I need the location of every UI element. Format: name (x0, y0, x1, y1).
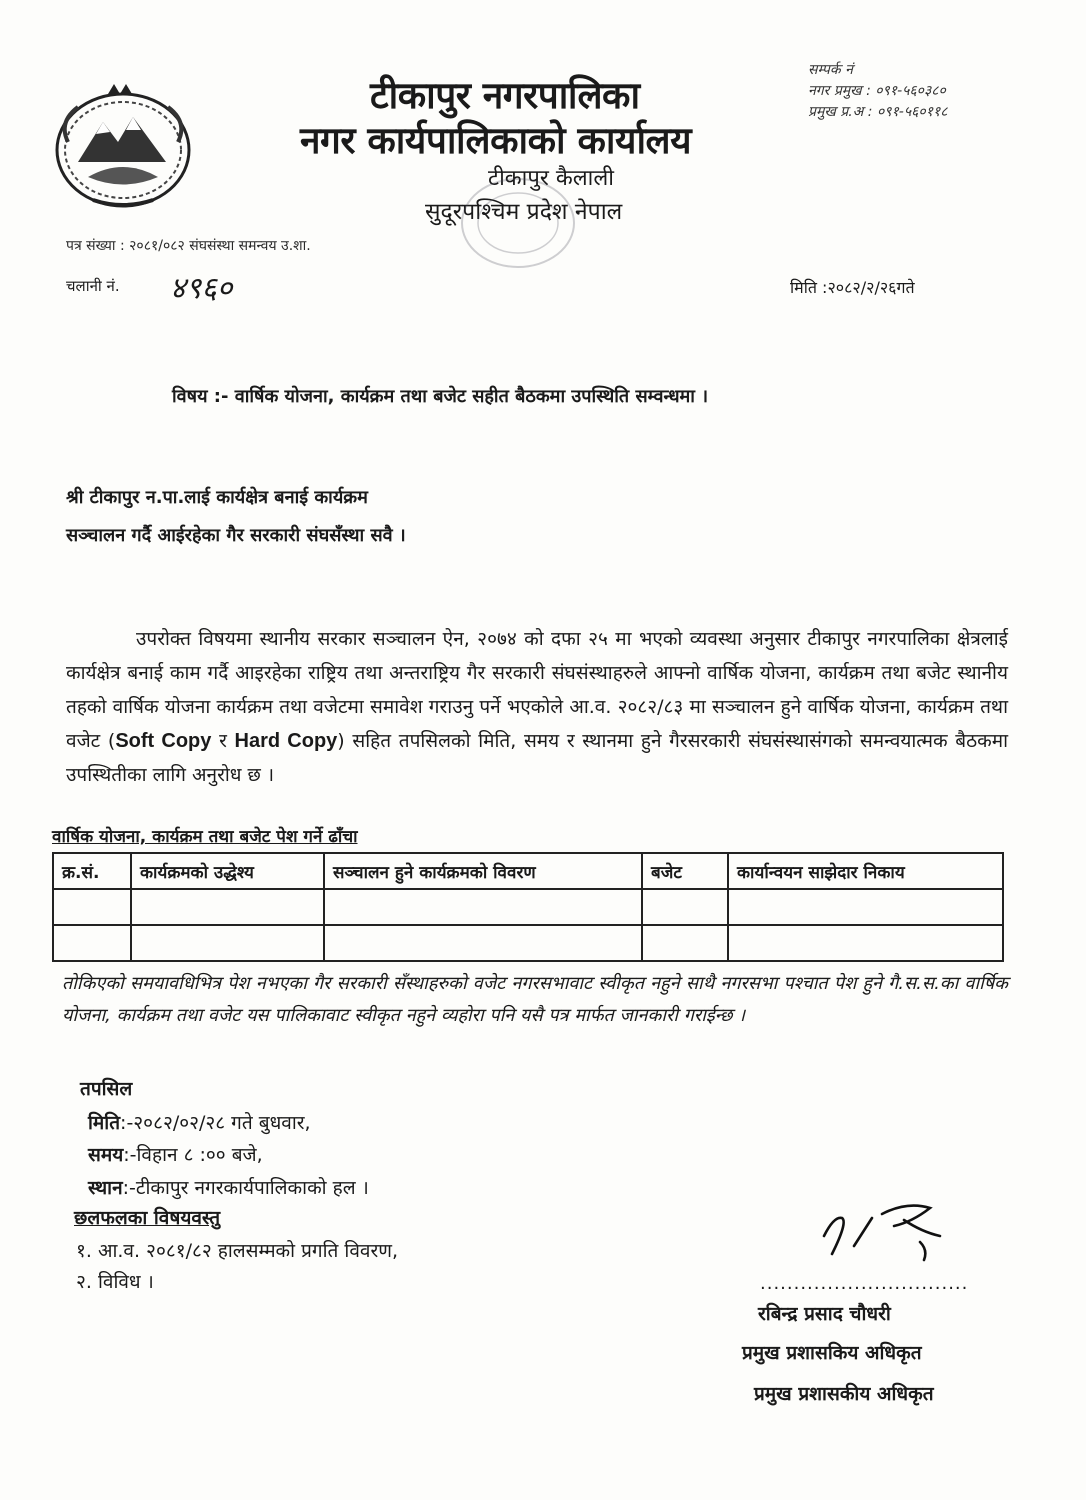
signatory-name: रबिन्द्र प्रसाद चौधरी (758, 1303, 891, 1325)
contact-label: सम्पर्क नं (808, 62, 853, 78)
office-name: नगर कार्यपालिकाको कार्यालय (300, 119, 692, 162)
table-cell (131, 925, 324, 961)
meeting-place (88, 1174, 369, 1200)
dispatch-number: ४९६० (170, 271, 233, 306)
table-row (53, 889, 1003, 925)
agenda-title: छलफलका विषयवस्तु (74, 1207, 221, 1229)
handwritten-signature (812, 1196, 962, 1266)
meeting-time-label: समय (88, 1144, 124, 1166)
table-cell (642, 925, 728, 961)
addressee-line-1: श्री टीकापुर न.पा.लाई कार्यक्षेत्र बनाई कार्यक्रम (66, 487, 368, 508)
body-ra: र (211, 730, 235, 752)
addressee-line-2: सञ्चालन गर्दै आईरहेका गैर सरकारी संघसँस्था सवै । (66, 525, 406, 546)
meeting-date (88, 1109, 311, 1135)
letter-subject: विषय :- वार्षिक योजना, कार्यक्रम तथा बजेट सहीत बैठकमा उपस्थिति सम्वन्धमा । (172, 386, 709, 407)
meeting-time-value: :-विहान ८ :०० बजे, (123, 1144, 263, 1166)
table-cell (53, 889, 131, 925)
nepal-emblem-logo (48, 82, 198, 212)
details-title: तपसिल (80, 1078, 133, 1100)
col-partner: कार्यान्वयन साझेदार निकाय (728, 853, 1003, 889)
letter-reference-number: पत्र संख्या : २०८१/०८२ संघसंस्था समन्वय उ.शा. (66, 238, 311, 254)
deadline-note: तोकिएको समयावधिभित्र पेश नभएका गैर सरकारी सँस्थाहरुको वजेट नगरसभावाट स्वीकृत नहुने साथै नगरसभा पश्चात पेश हुने गै.स.स.का वार्षिक योजना, कार्यक्रम तथा वजेट यस पालिकावाट स्वीकृत नहुने व्यहोरा पनि यसै पत्र मार्फत जानकारी गराईन्छ । (62, 973, 1008, 1026)
table-cell (131, 889, 324, 925)
meeting-place-value: :-टीकापुर नगरकार्यपालिकाको हल । (122, 1177, 369, 1199)
table-cell (324, 925, 642, 961)
agenda-item: २. विविध । (76, 1271, 154, 1293)
col-serial: क्र.सं. (53, 853, 131, 889)
table-cell (728, 925, 1003, 961)
dispatch-number-label: चलानी नं. (66, 277, 120, 295)
location-line-2: सुदूरपश्चिम प्रदेश नेपाल (425, 199, 623, 225)
body-part-2: ) सहित तपसिलको मिति, समय र स्थानमा हुने गैरसरकारी संघसंस्थासंगको समन्वयात्मक बैठकमा उपस्थितीका लागि अनुरोध छ । (66, 730, 1008, 786)
letter-date: मिति :२०८२/२/२६गते (790, 278, 915, 297)
col-objective: कार्यक्रमको उद्धेश्य (131, 853, 324, 889)
table-cell (53, 925, 131, 961)
contact-mayor: नगर प्रमुख : ०९१-५६०३८० (808, 83, 946, 99)
body-part-1: उपरोक्त विषयमा स्थानीय सरकार सञ्चालन ऐन, २०७४ को दफा २५ मा भएको व्यवस्था अनुसार टीकापुर नगरपालिका क्षेत्रलाई कार्यक्षेत्र बनाई काम गर्दै आइरहेका राष्ट्रिय तथा अन्तराष्ट्रिय गैर सरकारी संघसंस्थाहरुले आफ्नो वार्षिक योजना, कार्यक्रम तथा बजेट स्थानीय तहको वार्षिक योजना कार्यक्रम तथा वजेटमा समावेश गराउनु पर्ने भएकोले आ.व. २०८२/८३ मा सञ्चालन हुने वार्षिक योजना, कार्यक्रम तथा वजेट ( (66, 628, 1008, 752)
hard-copy-text: Hard Copy (234, 730, 338, 752)
template-table (52, 852, 1004, 962)
agenda-item: १. आ.व. २०८१/८२ हालसम्मको प्रगति विवरण, (76, 1240, 399, 1262)
table-header-row (53, 853, 1003, 889)
meeting-date-value: :-२०८२/०२/२८ गते बुधवार, (120, 1112, 311, 1134)
location-line-1: टीकापुर कैलाली (488, 166, 614, 191)
office-stamp (458, 175, 578, 270)
signatory-post: प्रमुख प्रशासकिय अधिकृत (742, 1342, 922, 1364)
template-table-title: वार्षिक योजना, कार्यक्रम तथा बजेट पेश गर्ने ढाँचा (52, 827, 358, 847)
col-description: सञ्चालन हुने कार्यक्रमको विवरण (324, 853, 642, 889)
letter-body (66, 622, 1008, 792)
meeting-date-label: मिति (88, 1112, 121, 1134)
signatory-post-stamp: प्रमुख प्रशासकीय अधिकृत (754, 1383, 934, 1405)
contact-block (808, 60, 948, 123)
meeting-time (88, 1141, 263, 1167)
table-cell (728, 889, 1003, 925)
table-cell (642, 889, 728, 925)
meeting-place-label: स्थान (88, 1177, 123, 1199)
organization-name: टीकापुर नगरपालिका (370, 74, 640, 117)
contact-cao: प्रमुख प्र.अ : ०९१-५६०११८ (808, 104, 948, 120)
table-cell (324, 889, 642, 925)
soft-copy-text: Soft Copy (115, 730, 212, 752)
table-row (53, 925, 1003, 961)
signature-line: ............................... (760, 1273, 969, 1294)
col-budget: बजेट (642, 853, 728, 889)
